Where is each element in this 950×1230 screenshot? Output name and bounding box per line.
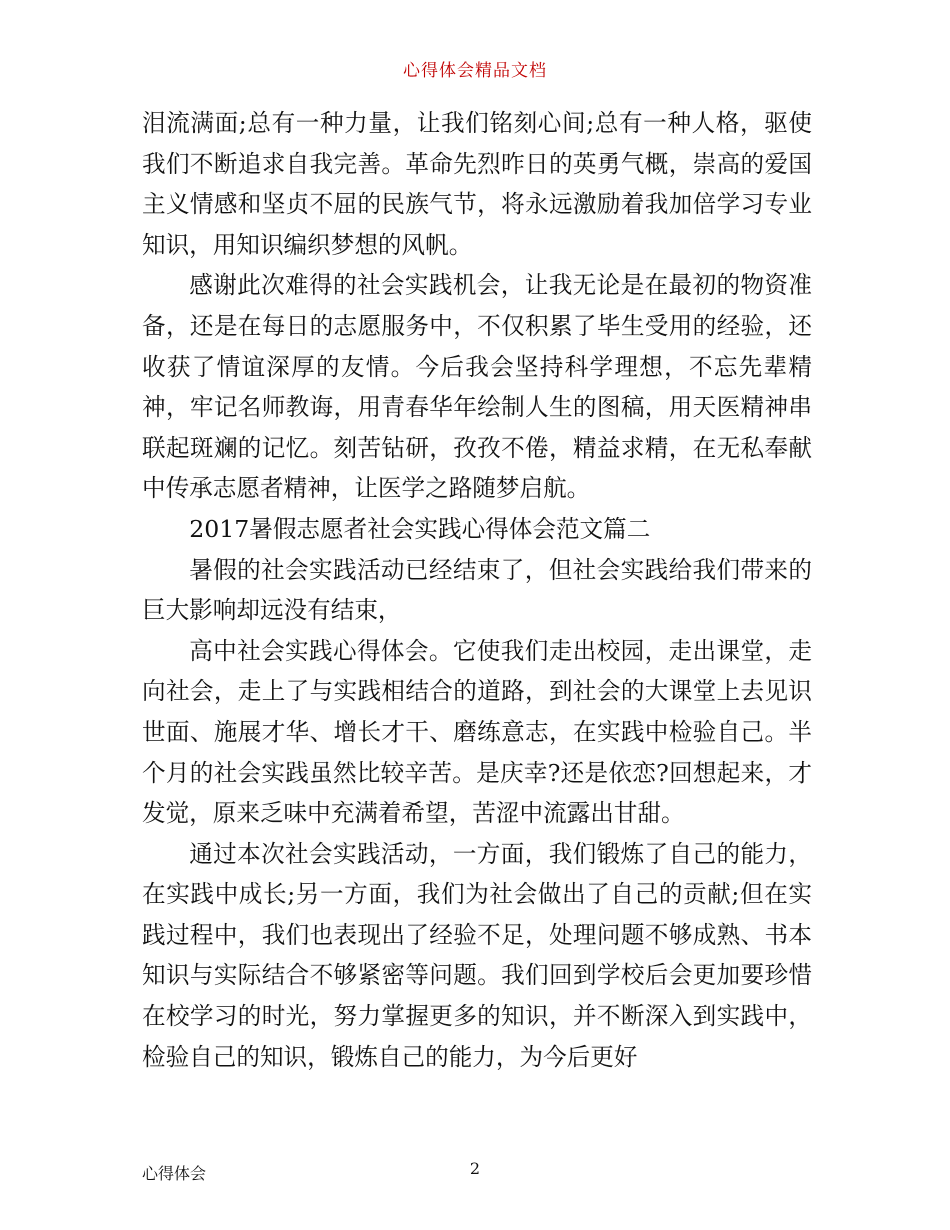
document-body <box>142 103 812 1077</box>
page-header-title: 心得体会精品文档 <box>403 61 547 81</box>
section-heading: 2017暑假志愿者社会实践心得体会范文篇二 <box>189 514 651 543</box>
footer-label: 心得体会 <box>142 1164 207 1183</box>
page-number: 2 <box>469 1159 481 1178</box>
paragraph-thanks: 感谢此次难得的社会实践机会，让我无论是在最初的物资准备，还是在每日的志愿服务中，不仅积累了毕生受用的经验，还收获了情谊深厚的友情。今后我会坚持科学理想，不忘先辈精神，牢记名师教诲，用青春华年绘制人生的图稿，用天医精神串联起斑斓的记忆。刻苦钻研，孜孜不倦，精益求精，在无私奉献中传承志愿者精神，让医学之路随梦启航。 <box>142 271 812 503</box>
paragraph-reflection: 通过本次社会实践活动，一方面，我们锻炼了自己的能力，在实践中成长;另一方面，我们为社会做出了自己的贡献;但在实践过程中，我们也表现出了经验不足，处理问题不够成熟、书本知识与实际结合不够紧密等问题。我们回到学校后会更加要珍惜在校学习的时光，努力掌握更多的知识，并不断深入到实践中，检验自己的知识，锻炼自己的能力，为今后更好 <box>142 839 812 1071</box>
paragraph-continued: 泪流满面;总有一种力量，让我们铭刻心间;总有一种人格，驱使我们不断追求自我完善。革命先烈昨日的英勇气概，崇高的爱国主义情感和坚贞不屈的民族气节，将永远激励着我加倍学习专业知识，用知识编织梦想的风帆。 <box>142 109 812 259</box>
paragraph-intro: 暑假的社会实践活动已经结束了，但社会实践给我们带来的巨大影响却远没有结束， <box>142 555 812 625</box>
paragraph-experience: 高中社会实践心得体会。它使我们走出校园，走出课堂，走向社会，走上了与实践相结合的道路，到社会的大课堂上去见识世面、施展才华、增长才干、磨练意志，在实践中检验自己。半个月的社会实践虽然比较辛苦。是庆幸?还是依恋?回想起来，才发觉，原来乏味中充满着希望，苦涩中流露出甘甜。 <box>142 636 812 828</box>
